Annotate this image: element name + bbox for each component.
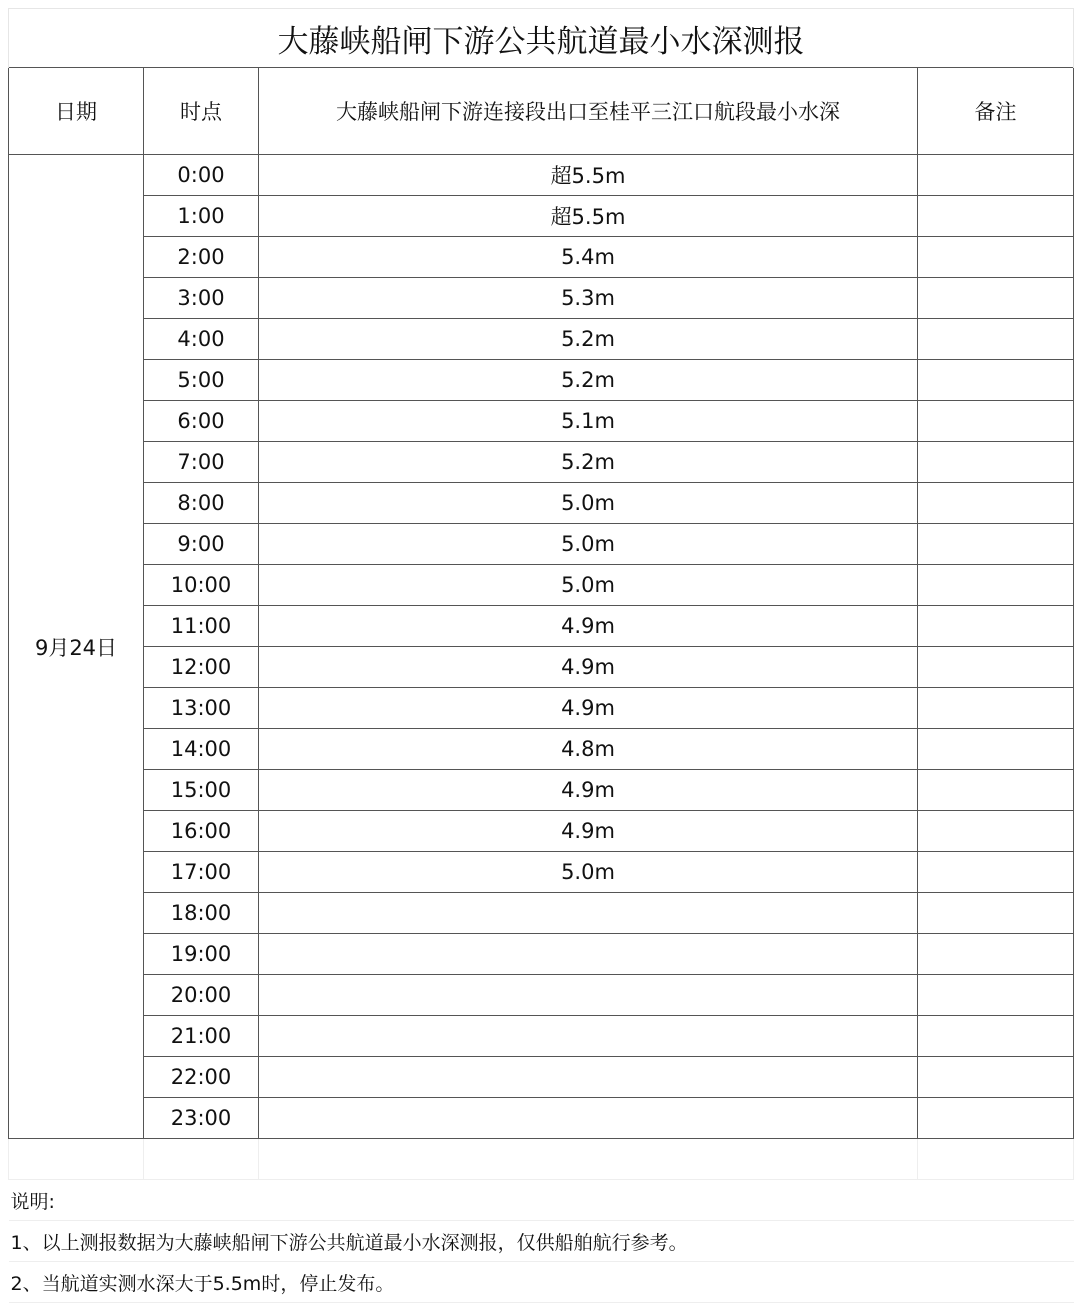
time-cell: 15:00 bbox=[144, 770, 259, 811]
table-row bbox=[9, 524, 1074, 565]
time-cell: 4:00 bbox=[144, 319, 259, 360]
time-cell: 16:00 bbox=[144, 811, 259, 852]
depth-cell: 5.2m bbox=[259, 360, 918, 401]
time-cell: 5:00 bbox=[144, 360, 259, 401]
time-cell: 18:00 bbox=[144, 893, 259, 934]
time-cell: 9:00 bbox=[144, 524, 259, 565]
notes-heading: 说明: bbox=[9, 1180, 1074, 1221]
remark-cell bbox=[918, 442, 1074, 483]
table-row bbox=[9, 975, 1074, 1016]
table-row bbox=[9, 1057, 1074, 1098]
depth-report-table bbox=[8, 8, 1074, 1303]
depth-cell: 4.9m bbox=[259, 811, 918, 852]
table-row bbox=[9, 278, 1074, 319]
remark-cell bbox=[918, 483, 1074, 524]
header-remark: 备注 bbox=[918, 68, 1074, 155]
table-row bbox=[9, 155, 1074, 196]
depth-cell: 5.0m bbox=[259, 852, 918, 893]
table-row bbox=[9, 1098, 1074, 1139]
remark-cell bbox=[918, 360, 1074, 401]
time-cell: 10:00 bbox=[144, 565, 259, 606]
table-row bbox=[9, 852, 1074, 893]
depth-cell: 4.9m bbox=[259, 647, 918, 688]
table-row bbox=[9, 770, 1074, 811]
depth-cell: 超5.5m bbox=[259, 155, 918, 196]
time-cell: 19:00 bbox=[144, 934, 259, 975]
remark-cell bbox=[918, 688, 1074, 729]
title-row bbox=[9, 9, 1074, 68]
spacer-row bbox=[9, 1139, 1074, 1180]
remark-cell bbox=[918, 811, 1074, 852]
table-row bbox=[9, 729, 1074, 770]
note-row bbox=[9, 1221, 1074, 1262]
spacer-cell bbox=[144, 1139, 259, 1180]
table-row bbox=[9, 401, 1074, 442]
spacer-cell bbox=[9, 1139, 144, 1180]
time-cell: 8:00 bbox=[144, 483, 259, 524]
time-cell: 22:00 bbox=[144, 1057, 259, 1098]
remark-cell bbox=[918, 1016, 1074, 1057]
remark-cell bbox=[918, 934, 1074, 975]
table-row bbox=[9, 1016, 1074, 1057]
depth-cell: 4.8m bbox=[259, 729, 918, 770]
depth-cell: 5.4m bbox=[259, 237, 918, 278]
depth-cell: 5.0m bbox=[259, 565, 918, 606]
remark-cell bbox=[918, 196, 1074, 237]
table-row bbox=[9, 893, 1074, 934]
spacer-cell bbox=[259, 1139, 918, 1180]
table-row bbox=[9, 442, 1074, 483]
depth-cell: 4.9m bbox=[259, 606, 918, 647]
table-row bbox=[9, 319, 1074, 360]
time-cell: 7:00 bbox=[144, 442, 259, 483]
depth-cell: 超5.5m bbox=[259, 196, 918, 237]
remark-cell bbox=[918, 852, 1074, 893]
time-cell: 20:00 bbox=[144, 975, 259, 1016]
depth-cell bbox=[259, 934, 918, 975]
remark-cell bbox=[918, 893, 1074, 934]
depth-cell bbox=[259, 1057, 918, 1098]
note-row bbox=[9, 1262, 1074, 1303]
time-cell: 14:00 bbox=[144, 729, 259, 770]
remark-cell bbox=[918, 401, 1074, 442]
note-item: 1、以上测报数据为大藤峡船闸下游公共航道最小水深测报，仅供船舶航行参考。 bbox=[9, 1221, 1074, 1262]
table-row bbox=[9, 237, 1074, 278]
time-cell: 1:00 bbox=[144, 196, 259, 237]
remark-cell bbox=[918, 1098, 1074, 1139]
time-cell: 3:00 bbox=[144, 278, 259, 319]
remark-cell bbox=[918, 237, 1074, 278]
depth-cell: 5.1m bbox=[259, 401, 918, 442]
remark-cell bbox=[918, 606, 1074, 647]
time-cell: 21:00 bbox=[144, 1016, 259, 1057]
table-row bbox=[9, 360, 1074, 401]
depth-cell: 5.2m bbox=[259, 319, 918, 360]
note-item: 2、当航道实测水深大于5.5m时，停止发布。 bbox=[9, 1262, 1074, 1303]
date-cell: 9月24日 bbox=[9, 155, 144, 1139]
table-row bbox=[9, 565, 1074, 606]
depth-cell: 4.9m bbox=[259, 770, 918, 811]
time-cell: 17:00 bbox=[144, 852, 259, 893]
time-cell: 2:00 bbox=[144, 237, 259, 278]
depth-cell: 4.9m bbox=[259, 688, 918, 729]
table-row bbox=[9, 811, 1074, 852]
remark-cell bbox=[918, 770, 1074, 811]
remark-cell bbox=[918, 1057, 1074, 1098]
table-row bbox=[9, 196, 1074, 237]
table-row bbox=[9, 483, 1074, 524]
time-cell: 23:00 bbox=[144, 1098, 259, 1139]
depth-cell: 5.0m bbox=[259, 524, 918, 565]
remark-cell bbox=[918, 319, 1074, 360]
header-row bbox=[9, 68, 1074, 155]
remark-cell bbox=[918, 278, 1074, 319]
remark-cell bbox=[918, 155, 1074, 196]
remark-cell bbox=[918, 647, 1074, 688]
remark-cell bbox=[918, 524, 1074, 565]
time-cell: 0:00 bbox=[144, 155, 259, 196]
remark-cell bbox=[918, 975, 1074, 1016]
time-cell: 12:00 bbox=[144, 647, 259, 688]
time-cell: 11:00 bbox=[144, 606, 259, 647]
table-row bbox=[9, 688, 1074, 729]
header-time: 时点 bbox=[144, 68, 259, 155]
header-date: 日期 bbox=[9, 68, 144, 155]
table-row bbox=[9, 934, 1074, 975]
page-title: 大藤峡船闸下游公共航道最小水深测报 bbox=[9, 9, 1074, 68]
table-row bbox=[9, 606, 1074, 647]
remark-cell bbox=[918, 729, 1074, 770]
depth-cell bbox=[259, 1016, 918, 1057]
header-depth: 大藤峡船闸下游连接段出口至桂平三江口航段最小水深 bbox=[259, 68, 918, 155]
time-cell: 6:00 bbox=[144, 401, 259, 442]
depth-cell bbox=[259, 975, 918, 1016]
depth-report-sheet bbox=[8, 8, 1072, 1303]
depth-cell bbox=[259, 1098, 918, 1139]
note-row bbox=[9, 1180, 1074, 1221]
spacer-cell bbox=[918, 1139, 1074, 1180]
remark-cell bbox=[918, 565, 1074, 606]
depth-cell bbox=[259, 893, 918, 934]
table-row bbox=[9, 647, 1074, 688]
depth-cell: 5.3m bbox=[259, 278, 918, 319]
time-cell: 13:00 bbox=[144, 688, 259, 729]
depth-cell: 5.0m bbox=[259, 483, 918, 524]
depth-cell: 5.2m bbox=[259, 442, 918, 483]
